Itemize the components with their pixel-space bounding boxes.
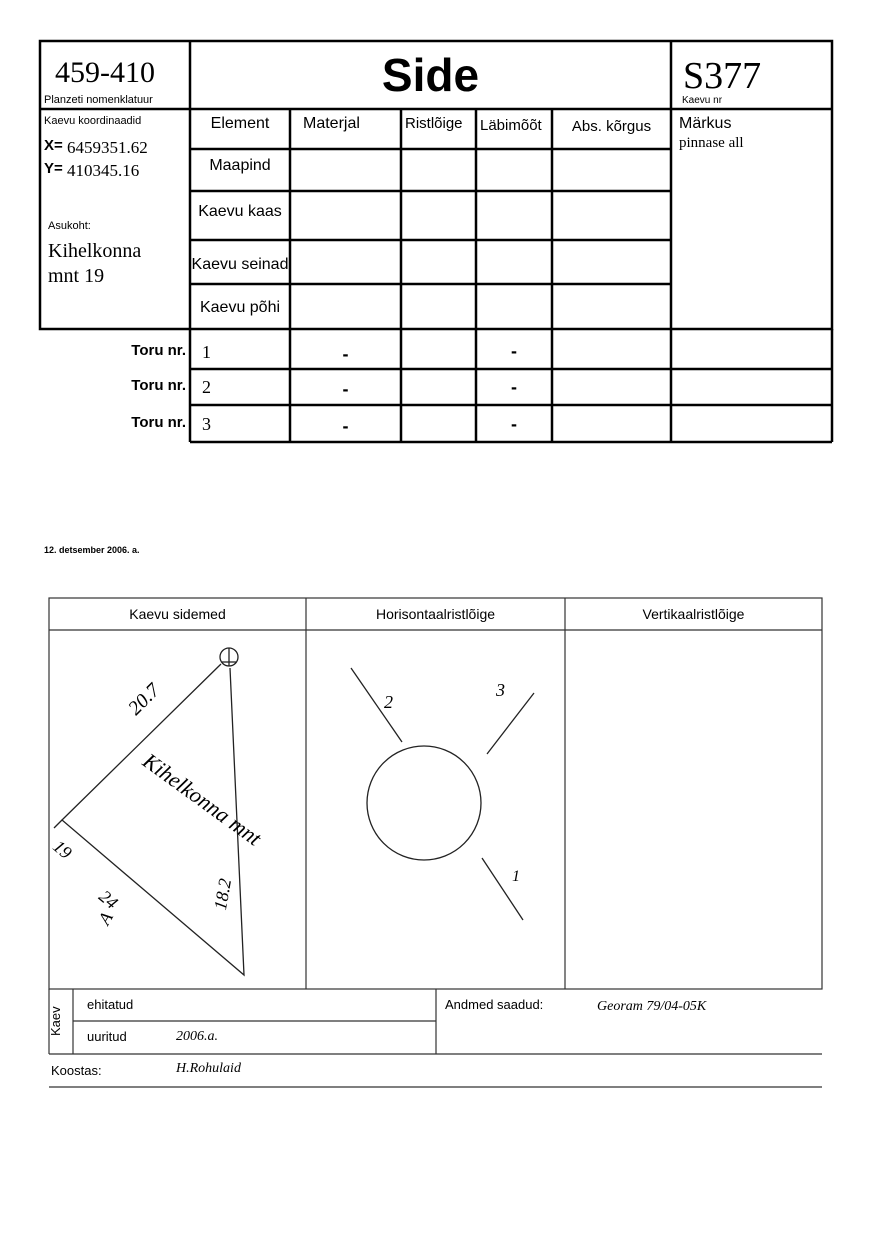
source-value: Georam 79/04-05K — [597, 999, 707, 1014]
row-label-ground: Maapind — [209, 157, 271, 174]
location-label: Asukoht: — [48, 220, 91, 232]
col-header-diameter: Läbimõõt — [480, 117, 542, 134]
sketch-dim-right: 18.2 — [210, 876, 236, 912]
panel-title-vertical: Vertikaalristlõige — [642, 606, 745, 622]
note-value: pinnase all — [679, 135, 744, 151]
sheet-number: 459-410 — [55, 56, 155, 89]
pipe-number: 1 — [202, 342, 211, 362]
col-header-material: Materjal — [303, 115, 360, 132]
col-header-cross-section: Ristlõige — [405, 115, 463, 132]
pipe-material: - — [342, 416, 349, 436]
author-label: Koostas: — [51, 1063, 102, 1078]
pipe-number: 2 — [202, 377, 211, 397]
page-title: Side — [381, 49, 480, 101]
pipe-label-2: 2 — [384, 692, 393, 712]
well-id-label: Kaevu nr — [682, 95, 723, 106]
pipe-label-1: 1 — [512, 868, 520, 885]
built-label: ehitatud — [87, 997, 134, 1012]
pipe-label: Toru nr. — [131, 377, 186, 394]
location-line-2: mnt 19 — [48, 265, 105, 287]
coordinates-label: Kaevu koordinaadid — [44, 115, 142, 127]
y-value: 410345.16 — [67, 161, 140, 180]
row-label-bottom: Kaevu põhi — [199, 299, 281, 316]
surveyed-label: uuritud — [87, 1029, 127, 1044]
col-header-abs-height: Abs. kõrgus — [571, 118, 652, 135]
pipe-diameter: - — [511, 341, 517, 361]
sketch-mark: A — [94, 908, 117, 928]
sheet-number-label: Planzeti nomenklatuur — [44, 94, 153, 106]
pipe-material: - — [342, 379, 349, 399]
pipe-diameter: - — [511, 377, 517, 397]
panel-title-connections: Kaevu sidemed — [129, 606, 226, 622]
sketch-dim-mid: 24 — [95, 886, 122, 913]
pipe-diameter: - — [511, 414, 517, 434]
x-label: X= — [44, 137, 63, 154]
pipe-number: 3 — [202, 414, 211, 434]
location-line-1: Kihelkonna — [48, 240, 142, 262]
sketch-dim-top: 20.7 — [124, 679, 165, 720]
pipe-material: - — [342, 344, 349, 364]
footer-side-label: Kaev — [48, 1006, 63, 1036]
sketch-dim-left: 19 — [49, 836, 76, 863]
document-date: 12. detsember 2006. a. — [44, 545, 140, 555]
x-value: 6459351.62 — [67, 138, 148, 157]
horizontal-section-sketch — [351, 668, 534, 920]
pipe-label: Toru nr. — [131, 414, 186, 431]
pipe-label: Toru nr. — [131, 342, 186, 359]
sketch-street-label: Kihelkonna mnt — [138, 748, 267, 851]
source-label: Andmed saadud: — [445, 997, 544, 1012]
pipe-label-3: 3 — [496, 680, 505, 700]
col-header-note: Märkus — [679, 115, 732, 132]
surveyed-value: 2006.a. — [176, 1029, 218, 1044]
row-label-walls: Kaevu seinad — [191, 256, 289, 273]
author-value: H.Rohulaid — [176, 1061, 241, 1076]
y-label: Y= — [44, 160, 63, 177]
well-id: S377 — [683, 55, 762, 97]
col-header-element: Element — [210, 115, 270, 132]
row-label-cover: Kaevu kaas — [198, 203, 282, 220]
panel-title-horizontal: Horisontaalristlõige — [375, 606, 496, 622]
